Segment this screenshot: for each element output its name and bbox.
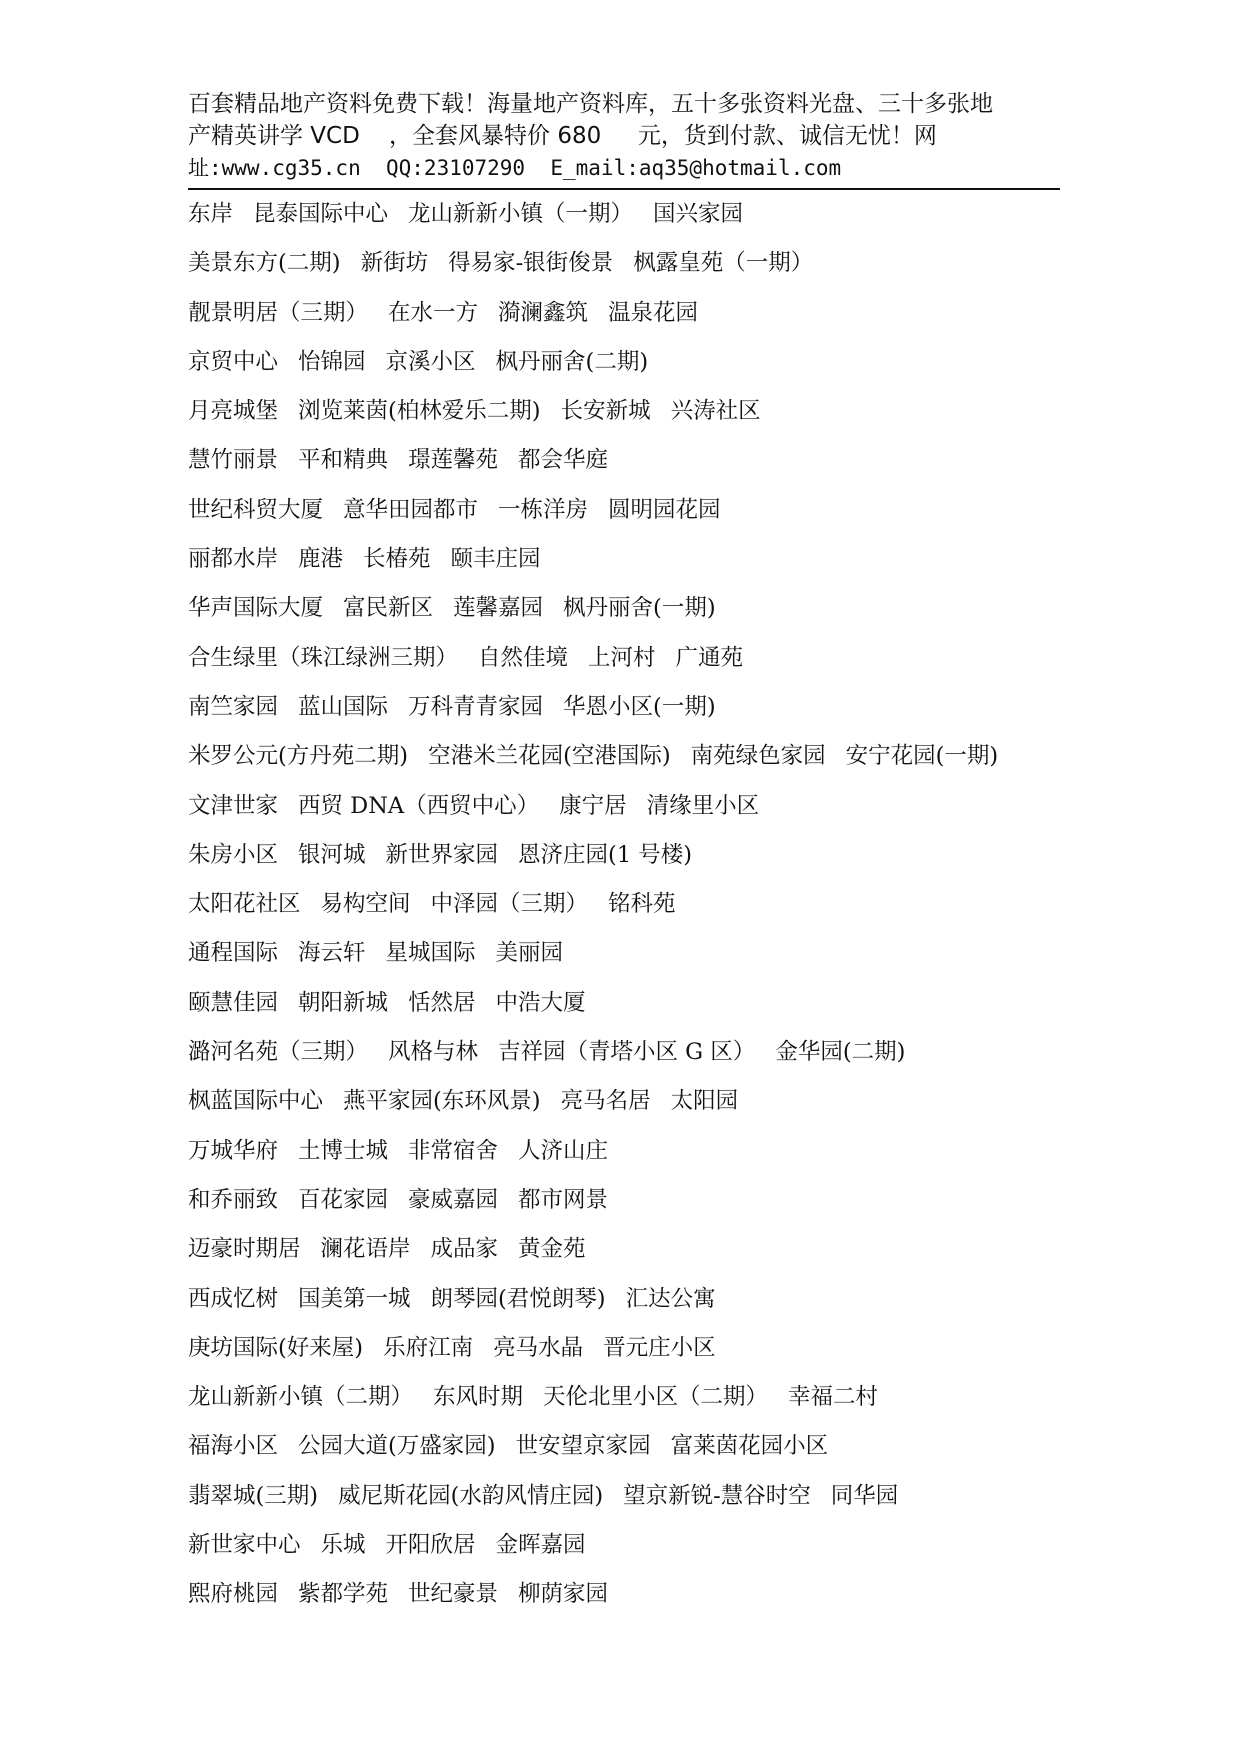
property-name: 通程国际 <box>188 940 279 967</box>
property-name: 西贸 DNA（西贸中心） <box>298 792 540 819</box>
list-row <box>188 1133 1068 1182</box>
property-name: 东岸 <box>188 201 234 227</box>
property-name: 意华田园都市 <box>343 496 479 523</box>
property-name: 龙山新新小镇（一期） <box>408 201 634 227</box>
list-row <box>188 1330 1068 1379</box>
list-row <box>188 1231 1068 1280</box>
property-name: 枫丹丽舍(一期) <box>563 595 716 622</box>
header-line-3: 址:www.cg35.cn QQ:23107290 E_mail:aq35@hotmail.com <box>188 156 842 180</box>
property-name: 幸福二村 <box>788 1384 879 1411</box>
list-row <box>188 985 1068 1034</box>
property-name: 银河城 <box>298 841 366 868</box>
property-name: 富民新区 <box>343 595 434 622</box>
property-name: 新世家中心 <box>188 1532 301 1559</box>
header-line-2: 产精英讲学 VCD ，全套风暴特价 680 元，货到付款、诚信无忧！网 <box>188 123 937 149</box>
property-name: 上河村 <box>588 644 656 671</box>
property-name: 同华园 <box>830 1482 899 1509</box>
property-name: 在水一方 <box>388 299 479 326</box>
property-name: 天伦北里小区（二期） <box>543 1384 769 1411</box>
property-name: 国美第一城 <box>298 1285 411 1312</box>
list-row <box>188 837 1068 886</box>
list-row <box>188 442 1068 491</box>
property-name: 温泉花园 <box>608 299 699 326</box>
property-name: 朝阳新城 <box>298 989 389 1016</box>
header-line-1: 百套精品地产资料免费下载！海量地产资料库，五十多张资料光盘、三十多张地 <box>188 91 993 117</box>
property-name: 得易家-银街俊景 <box>448 250 614 277</box>
property-name: 新世界家园 <box>385 841 499 868</box>
property-name: 华声国际大厦 <box>188 595 324 622</box>
property-name: 亮马名居 <box>560 1088 651 1115</box>
property-name: 太阳花社区 <box>188 891 301 918</box>
property-name: 美景东方(二期) <box>188 250 341 277</box>
list-row <box>188 393 1068 442</box>
property-name: 铭科苑 <box>608 891 676 918</box>
property-name: 昆泰国际中心 <box>253 201 389 227</box>
property-name: 开阳欣居 <box>385 1532 476 1559</box>
list-row <box>188 1281 1068 1330</box>
list-row <box>188 196 1068 245</box>
list-row <box>188 541 1068 590</box>
property-name: 枫露皇苑（一期） <box>633 250 814 277</box>
property-name: 枫蓝国际中心 <box>188 1088 324 1115</box>
property-name: 安宁花园(一期) <box>845 743 999 770</box>
property-name: 国兴家园 <box>653 201 744 227</box>
property-name: 美丽园 <box>495 940 564 967</box>
property-name: 黄金苑 <box>518 1236 586 1263</box>
property-name: 空港米兰花园(空港国际) <box>428 743 671 770</box>
list-row <box>188 1576 1068 1625</box>
property-name: 成品家 <box>430 1236 499 1263</box>
property-name: 清缘里小区 <box>646 792 760 819</box>
property-name: 吉祥园（青塔小区 G 区） <box>498 1039 756 1066</box>
property-name: 亮马水晶 <box>493 1334 584 1361</box>
page-header <box>188 88 1060 184</box>
list-row <box>188 738 1068 787</box>
property-name: 恬然居 <box>408 989 476 1016</box>
property-name: 柳荫家园 <box>518 1581 609 1608</box>
property-name: 鹿港 <box>298 546 344 573</box>
property-name: 都会华庭 <box>518 447 609 474</box>
property-name: 豪威嘉园 <box>408 1186 499 1213</box>
property-name: 兴涛社区 <box>670 398 761 425</box>
list-row <box>188 1478 1068 1527</box>
property-name: 中泽园（三期） <box>430 891 589 918</box>
property-name: 自然佳境 <box>478 644 569 671</box>
property-name: 京贸中心 <box>188 348 279 375</box>
property-name: 公园大道(万盛家园) <box>298 1433 496 1460</box>
property-name: 合生绿里（珠江绿洲三期） <box>188 644 459 671</box>
property-name: 潞河名苑（三期） <box>188 1039 369 1066</box>
property-name: 紫都学苑 <box>298 1581 389 1608</box>
property-name: 蓝山国际 <box>298 693 389 720</box>
property-list <box>188 196 1068 1626</box>
property-name: 土博士城 <box>298 1137 389 1164</box>
property-name: 丽都水岸 <box>188 546 279 573</box>
property-name: 星城国际 <box>385 940 476 967</box>
property-name: 世安望京家园 <box>515 1433 651 1460</box>
property-name: 南苑绿色家园 <box>690 743 826 770</box>
property-name: 万科青青家园 <box>408 693 544 720</box>
property-name: 富莱茵花园小区 <box>670 1433 829 1460</box>
property-name: 风格与林 <box>388 1039 479 1066</box>
property-name: 燕平家园(东环风景) <box>343 1088 541 1115</box>
list-row <box>188 935 1068 984</box>
property-name: 漪澜鑫筑 <box>498 299 589 326</box>
property-name: 万城华府 <box>188 1137 279 1164</box>
list-row <box>188 245 1068 294</box>
property-name: 枫丹丽舍(二期) <box>495 348 649 375</box>
list-row <box>188 492 1068 541</box>
property-name: 庚坊国际(好来屋) <box>188 1334 364 1361</box>
property-name: 海云轩 <box>298 940 366 967</box>
property-name: 米罗公元(方丹苑二期) <box>188 743 409 770</box>
property-name: 长安新城 <box>560 398 651 425</box>
property-name: 乐府江南 <box>383 1334 474 1361</box>
property-name: 靓景明居（三期） <box>188 299 369 326</box>
property-name: 西成忆树 <box>188 1285 279 1312</box>
property-name: 世纪豪景 <box>408 1581 499 1608</box>
property-name: 福海小区 <box>188 1433 279 1460</box>
property-name: 望京新锐-慧谷时空 <box>623 1482 811 1509</box>
property-name: 迈豪时期居 <box>188 1236 301 1263</box>
list-row <box>188 788 1068 837</box>
property-name: 威尼斯花园(水韵风情庄园) <box>338 1482 604 1509</box>
list-row <box>188 1034 1068 1083</box>
list-row <box>188 689 1068 738</box>
property-name: 翡翠城(三期) <box>188 1482 319 1509</box>
property-name: 东风时期 <box>433 1384 524 1411</box>
property-name: 金华园(二期) <box>775 1039 906 1066</box>
property-name: 恩济庄园(1 号楼) <box>518 841 693 868</box>
list-row <box>188 886 1068 935</box>
property-name: 莲馨嘉园 <box>453 595 544 622</box>
property-name: 汇达公寓 <box>625 1285 716 1312</box>
list-row <box>188 1379 1068 1428</box>
property-name: 一栋洋房 <box>498 496 589 523</box>
list-row <box>188 1428 1068 1477</box>
property-name: 京溪小区 <box>385 348 476 375</box>
property-name: 晋元庄小区 <box>603 1334 716 1361</box>
property-name: 太阳园 <box>670 1088 739 1115</box>
property-name: 慧竹丽景 <box>188 447 279 474</box>
property-name: 新街坊 <box>360 250 429 277</box>
property-name: 颐丰庄园 <box>450 546 541 573</box>
property-name: 圆明园花园 <box>608 496 721 523</box>
list-row <box>188 1083 1068 1132</box>
property-name: 人济山庄 <box>518 1137 609 1164</box>
list-row <box>188 1182 1068 1231</box>
list-row <box>188 590 1068 639</box>
property-name: 朱房小区 <box>188 841 279 868</box>
property-name: 易构空间 <box>320 891 411 918</box>
property-name: 乐城 <box>320 1532 366 1559</box>
property-name: 中浩大厦 <box>495 989 586 1016</box>
property-name: 金晖嘉园 <box>495 1532 586 1559</box>
property-name: 月亮城堡 <box>188 398 279 425</box>
list-row <box>188 1527 1068 1576</box>
property-name: 世纪科贸大厦 <box>188 496 324 523</box>
property-name: 朗琴园(君悦朗琴) <box>430 1285 606 1312</box>
property-name: 平和精典 <box>298 447 389 474</box>
property-name: 和乔丽致 <box>188 1186 279 1213</box>
property-name: 都市网景 <box>518 1186 609 1213</box>
list-row <box>188 640 1068 689</box>
property-name: 非常宿舍 <box>408 1137 499 1164</box>
property-name: 南竺家园 <box>188 693 279 720</box>
property-name: 华恩小区(一期) <box>563 693 716 720</box>
list-row <box>188 344 1068 393</box>
list-row <box>188 295 1068 344</box>
header-divider <box>188 188 1060 190</box>
property-name: 百花家园 <box>298 1186 389 1213</box>
property-name: 康宁居 <box>559 792 627 819</box>
property-name: 广通苑 <box>675 644 744 671</box>
property-name: 文津世家 <box>188 792 279 819</box>
property-name: 澜花语岸 <box>320 1236 411 1263</box>
property-name: 璟莲馨苑 <box>408 447 499 474</box>
property-name: 怡锦园 <box>298 348 366 375</box>
property-name: 长椿苑 <box>363 546 431 573</box>
property-name: 颐慧佳园 <box>188 989 279 1016</box>
property-name: 浏览莱茵(柏林爱乐二期) <box>298 398 541 425</box>
property-name: 龙山新新小镇（二期） <box>188 1384 414 1411</box>
property-name: 熙府桃园 <box>188 1581 279 1608</box>
